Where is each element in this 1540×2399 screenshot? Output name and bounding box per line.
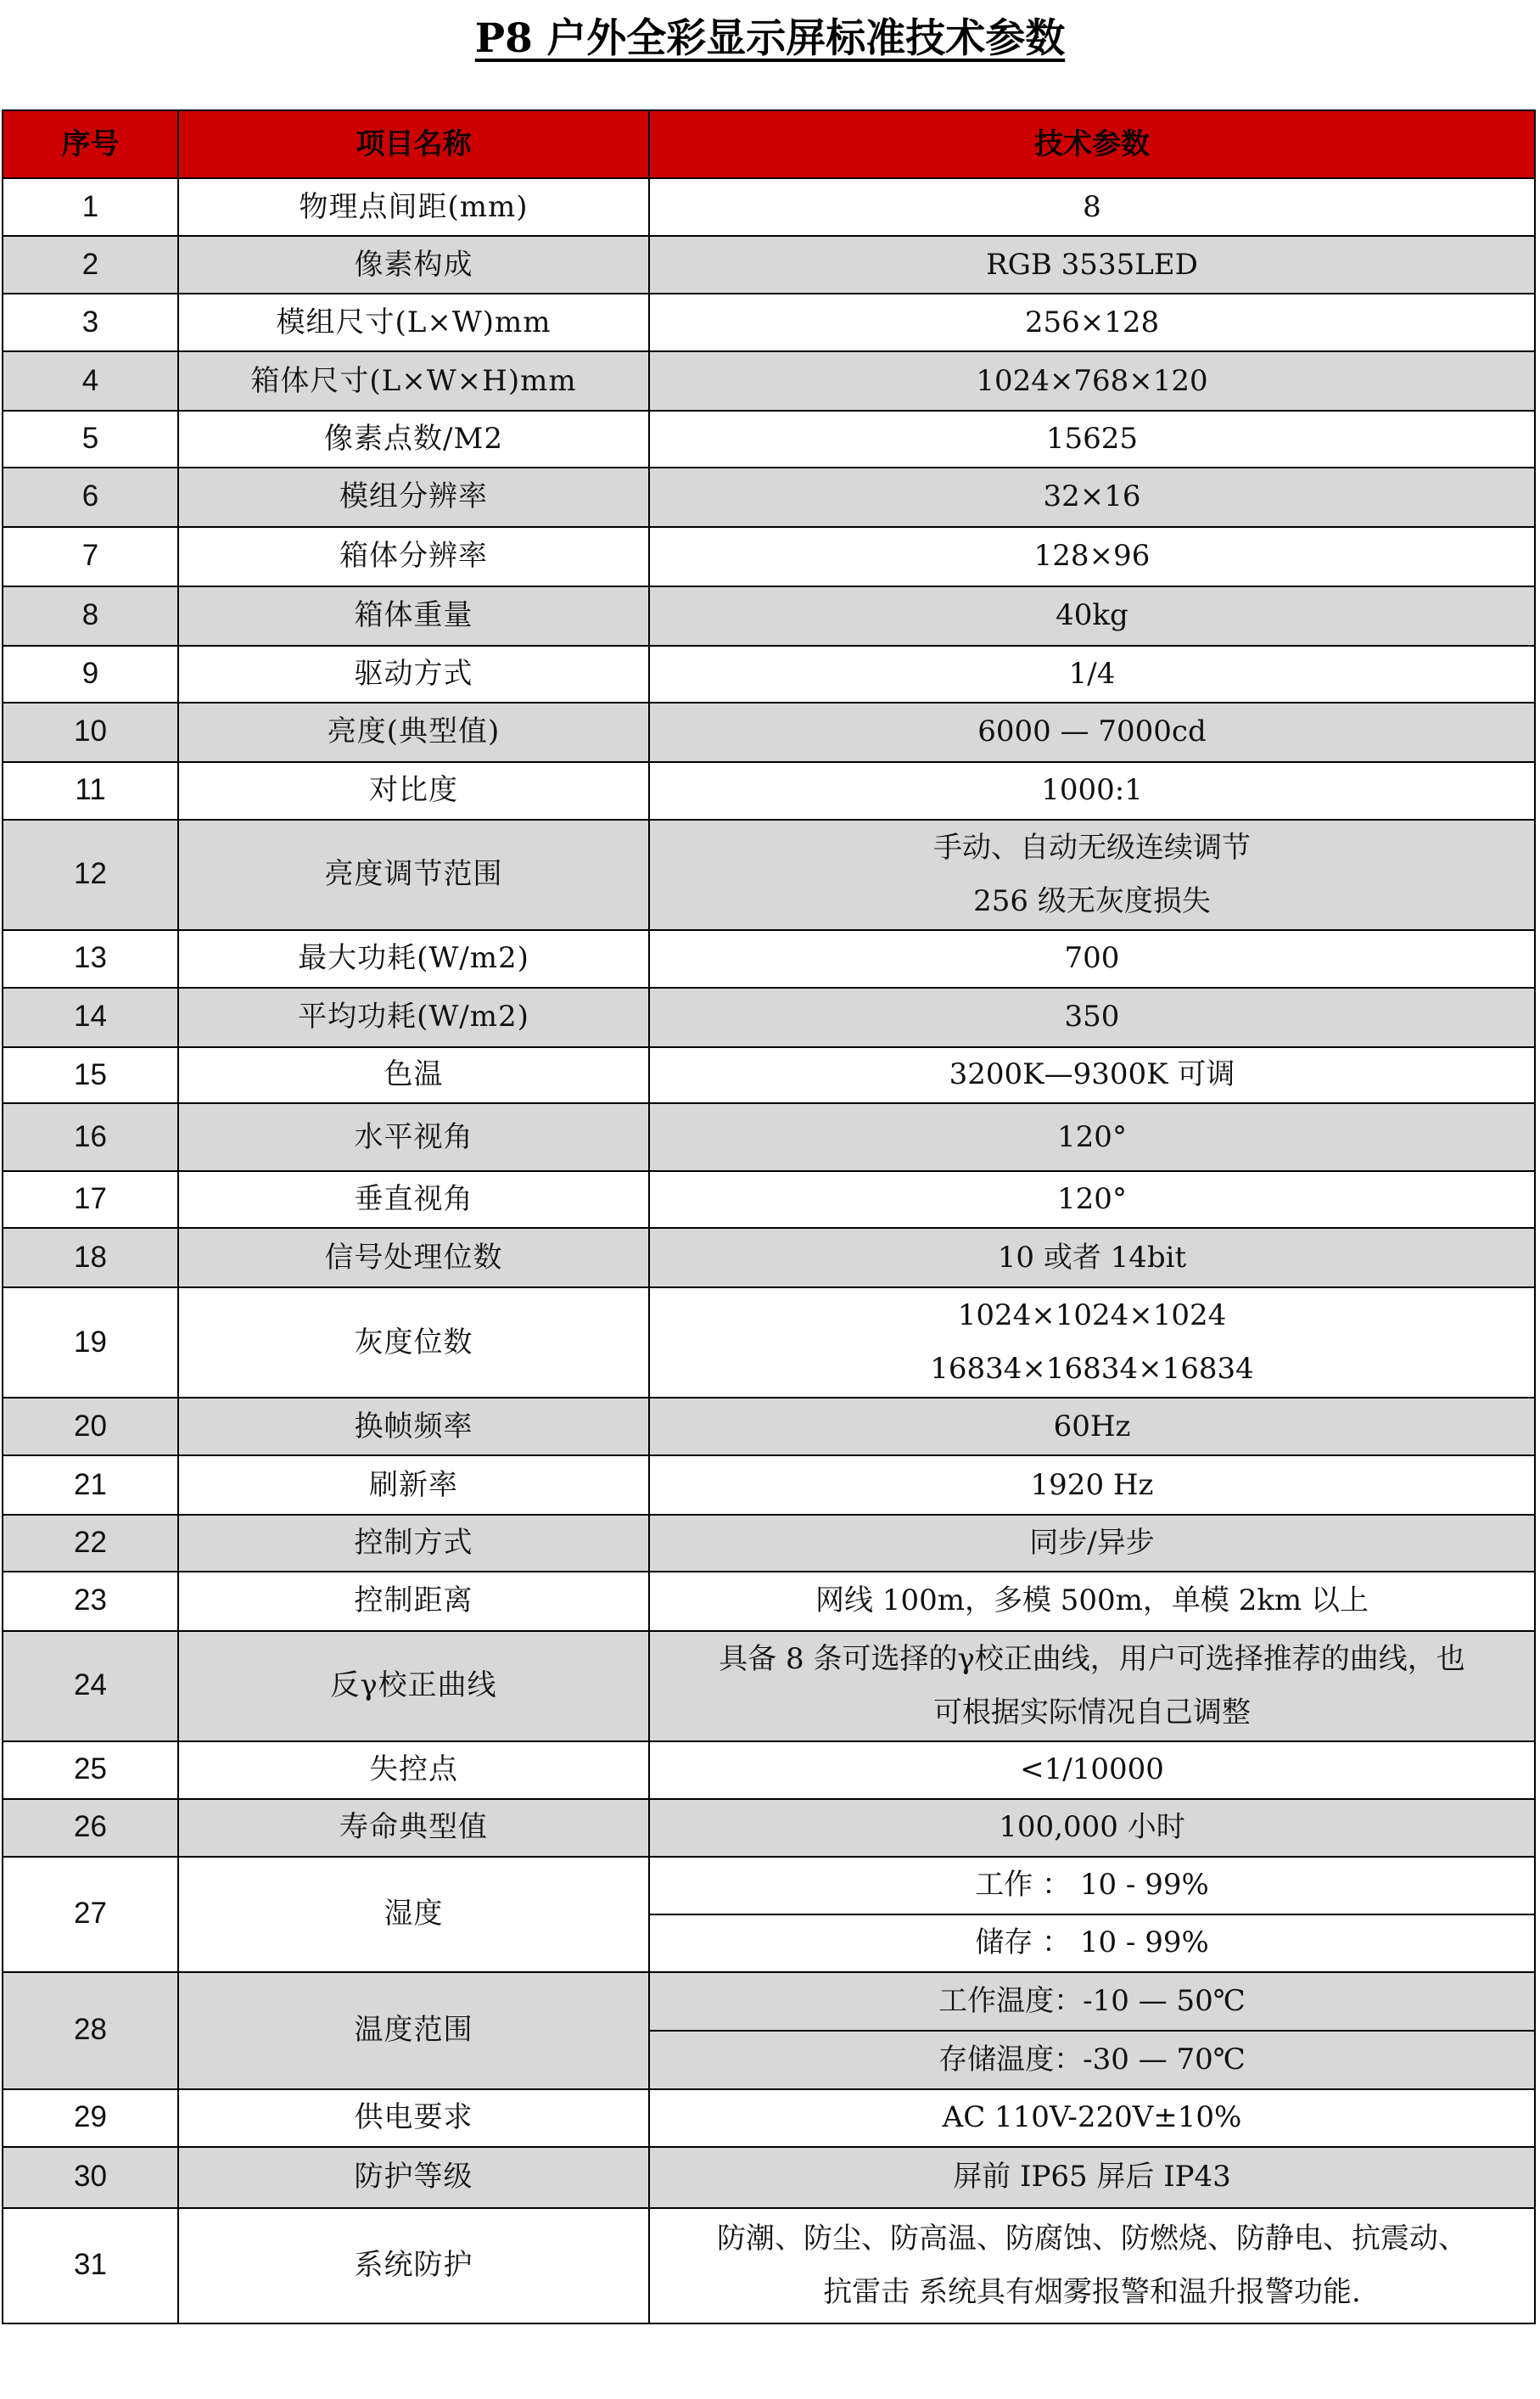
row-value: 存储温度：-30 — 70℃	[649, 2031, 1535, 2089]
row-value-line: 32×16	[1043, 479, 1141, 514]
row-value-line: 40kg	[1056, 598, 1128, 633]
row-item-name: 像素点数/M2	[178, 411, 649, 468]
row-value-line: 1/4	[1068, 656, 1116, 691]
table-row	[3, 236, 1535, 294]
row-item-name: 平均功耗(W/m2)	[178, 988, 649, 1047]
row-value	[649, 930, 1535, 988]
row-value	[649, 1103, 1535, 1171]
row-item-name: 灰度位数	[178, 1287, 649, 1398]
row-value	[649, 1515, 1535, 1572]
table-row	[3, 1972, 1535, 2031]
table-row	[3, 1515, 1535, 1572]
table-row	[3, 1799, 1535, 1857]
row-item-name: 湿度	[178, 1857, 649, 1972]
row-number: 18	[3, 1228, 178, 1287]
row-value-line: <1/10000	[1020, 1752, 1164, 1787]
row-value	[649, 762, 1535, 820]
row-value	[649, 703, 1535, 762]
row-number: 9	[3, 646, 178, 703]
row-number: 15	[3, 1047, 178, 1104]
row-value-line: 120°	[1057, 1182, 1127, 1217]
row-number: 25	[3, 1741, 178, 1799]
row-item-name: 刷新率	[178, 1455, 649, 1515]
row-value	[649, 1631, 1535, 1741]
table-row	[3, 1455, 1535, 1515]
row-value-line: 10 或者 14bit	[997, 1240, 1187, 1275]
row-value-line: 1024×768×120	[976, 363, 1208, 398]
row-number: 6	[3, 468, 178, 527]
row-item-name: 供电要求	[178, 2089, 649, 2147]
row-number: 27	[3, 1857, 178, 1972]
table-header	[3, 110, 1535, 178]
row-value-line: 抗雷击 系统具有烟雾报警和温升报警功能.	[823, 2274, 1361, 2309]
row-value-line: 60Hz	[1053, 1409, 1131, 1443]
row-value-line: 1920 Hz	[1030, 1467, 1154, 1502]
row-value	[649, 1799, 1535, 1857]
row-item-name: 防护等级	[178, 2147, 649, 2208]
table-row	[3, 586, 1535, 646]
row-number: 26	[3, 1799, 178, 1857]
page-title: P8 户外全彩显示屏标准技术参数	[474, 15, 1066, 62]
row-number: 2	[3, 236, 178, 294]
table-row	[3, 988, 1535, 1047]
row-value	[649, 1287, 1535, 1398]
row-item-name: 亮度(典型值)	[178, 703, 649, 762]
row-value	[649, 178, 1535, 236]
row-value: 储存 ： 10 - 99%	[649, 1914, 1535, 1972]
row-item-name: 信号处理位数	[178, 1228, 649, 1287]
row-value	[649, 236, 1535, 294]
row-value-line: 350	[1064, 1000, 1120, 1034]
row-value-line: 网线 100m，多模 500m，单模 2km 以上	[815, 1583, 1369, 1618]
row-value	[649, 468, 1535, 527]
table-row	[3, 2089, 1535, 2147]
row-item-name: 寿命典型值	[178, 1799, 649, 1857]
row-value-line: 100,000 小时	[999, 1810, 1185, 1845]
row-value	[649, 351, 1535, 411]
row-number: 22	[3, 1515, 178, 1572]
row-item-name: 垂直视角	[178, 1171, 649, 1228]
row-item-name: 最大功耗(W/m2)	[178, 930, 649, 988]
row-value-line: 15625	[1045, 421, 1139, 456]
row-item-name: 模组尺寸(L×W)mm	[178, 294, 649, 351]
row-value-line: 具备 8 条可选择的γ校正曲线，用户可选择推荐的曲线，也	[719, 1641, 1465, 1676]
row-number: 10	[3, 703, 178, 762]
row-item-name: 系统防护	[178, 2208, 649, 2323]
table-row	[3, 1228, 1535, 1287]
row-value-line: 16834×16834×16834	[930, 1352, 1254, 1386]
table-row	[3, 351, 1535, 411]
row-number: 21	[3, 1455, 178, 1515]
row-item-name: 控制方式	[178, 1515, 649, 1572]
row-value-line: 700	[1064, 941, 1120, 976]
row-value	[649, 820, 1535, 930]
table-row	[3, 1287, 1535, 1398]
row-number: 12	[3, 820, 178, 930]
row-value-line: 手动、自动无级连续调节	[933, 830, 1251, 865]
row-number: 29	[3, 2089, 178, 2147]
table-row	[3, 1171, 1535, 1228]
row-item-name: 亮度调节范围	[178, 820, 649, 930]
row-number: 20	[3, 1398, 178, 1455]
row-value-line: 3200K—9300K 可调	[949, 1057, 1235, 1092]
header-row	[3, 110, 1535, 178]
row-item-name: 对比度	[178, 762, 649, 820]
row-item-name: 温度范围	[178, 1972, 649, 2089]
row-value-line: 防潮、防尘、防高温、防腐蚀、防燃烧、防静电、抗震动、	[717, 2221, 1467, 2256]
row-number: 19	[3, 1287, 178, 1398]
row-number: 24	[3, 1631, 178, 1741]
row-number: 30	[3, 2147, 178, 2208]
row-value	[649, 2208, 1535, 2323]
row-item-name: 控制距离	[178, 1572, 649, 1631]
row-item-name: 反γ校正曲线	[178, 1631, 649, 1741]
row-value-line: RGB 3535LED	[986, 247, 1198, 282]
row-value	[649, 988, 1535, 1047]
row-value	[649, 1572, 1535, 1631]
table-row	[3, 1572, 1535, 1631]
table-row	[3, 1103, 1535, 1171]
row-item-name: 水平视角	[178, 1103, 649, 1171]
row-item-name: 失控点	[178, 1741, 649, 1799]
row-value-line: AC 110V-220V±10%	[942, 2100, 1242, 2135]
row-item-name: 物理点间距(mm)	[178, 178, 649, 236]
row-value-line: 6000 — 7000cd	[977, 715, 1207, 749]
row-value	[649, 527, 1535, 586]
table-row	[3, 1047, 1535, 1104]
row-value-line: 1024×1024×1024	[957, 1298, 1227, 1333]
row-value	[649, 1741, 1535, 1799]
row-value-line: 1000:1	[1041, 773, 1143, 808]
row-number: 3	[3, 294, 178, 351]
row-number: 31	[3, 2208, 178, 2323]
table-body	[3, 178, 1535, 2323]
table-row	[3, 2147, 1535, 2208]
row-number: 8	[3, 586, 178, 646]
row-number: 16	[3, 1103, 178, 1171]
table-row	[3, 646, 1535, 703]
row-value: 工作 ： 10 - 99%	[649, 1857, 1535, 1914]
row-item-name: 驱动方式	[178, 646, 649, 703]
row-number: 14	[3, 988, 178, 1047]
row-item-name: 箱体分辨率	[178, 527, 649, 586]
table-row	[3, 1857, 1535, 1914]
row-value-line: 8	[1083, 189, 1101, 224]
row-number: 5	[3, 411, 178, 468]
row-value	[649, 1171, 1535, 1228]
row-item-name: 模组分辨率	[178, 468, 649, 527]
row-item-name: 色温	[178, 1047, 649, 1104]
row-value	[649, 1047, 1535, 1104]
table-row	[3, 762, 1535, 820]
row-value	[649, 2147, 1535, 2208]
spec-table	[2, 109, 1536, 2324]
table-row	[3, 820, 1535, 930]
row-value-line: 256 级无灰度损失	[973, 883, 1211, 918]
table-row	[3, 1398, 1535, 1455]
table-row	[3, 703, 1535, 762]
row-number: 23	[3, 1572, 178, 1631]
row-number: 4	[3, 351, 178, 411]
row-value	[649, 1455, 1535, 1515]
row-number: 1	[3, 178, 178, 236]
row-number: 11	[3, 762, 178, 820]
table-row	[3, 930, 1535, 988]
row-item-name: 像素构成	[178, 236, 649, 294]
row-value	[649, 411, 1535, 468]
row-value-line: 128×96	[1033, 539, 1151, 574]
row-value	[649, 294, 1535, 351]
row-value	[649, 646, 1535, 703]
row-number: 7	[3, 527, 178, 586]
row-value-line: 120°	[1057, 1119, 1127, 1154]
row-item-name: 箱体重量	[178, 586, 649, 646]
row-value-line: 同步/异步	[1029, 1525, 1155, 1560]
row-item-name: 箱体尺寸(L×W×H)mm	[178, 351, 649, 411]
row-number: 13	[3, 930, 178, 988]
row-number: 28	[3, 1972, 178, 2089]
row-value	[649, 1398, 1535, 1455]
header-item: 项目名称	[178, 110, 649, 178]
table-row	[3, 411, 1535, 468]
row-value: 工作温度：-10 — 50℃	[649, 1972, 1535, 2031]
header-no: 序号	[3, 110, 178, 178]
header-value: 技术参数	[649, 110, 1535, 178]
table-row	[3, 178, 1535, 236]
row-value	[649, 2089, 1535, 2147]
row-item-name: 换帧频率	[178, 1398, 649, 1455]
row-number: 17	[3, 1171, 178, 1228]
row-value-line: 可根据实际情况自己调整	[933, 1695, 1251, 1729]
row-value	[649, 586, 1535, 646]
table-row	[3, 1741, 1535, 1799]
table-row	[3, 294, 1535, 351]
row-value	[649, 1228, 1535, 1287]
row-value-line: 256×128	[1024, 305, 1160, 339]
row-value-line: 屏前 IP65 屏后 IP43	[953, 2160, 1231, 2194]
table-row	[3, 1631, 1535, 1741]
table-row	[3, 527, 1535, 586]
table-row	[3, 468, 1535, 527]
table-row	[3, 2208, 1535, 2323]
